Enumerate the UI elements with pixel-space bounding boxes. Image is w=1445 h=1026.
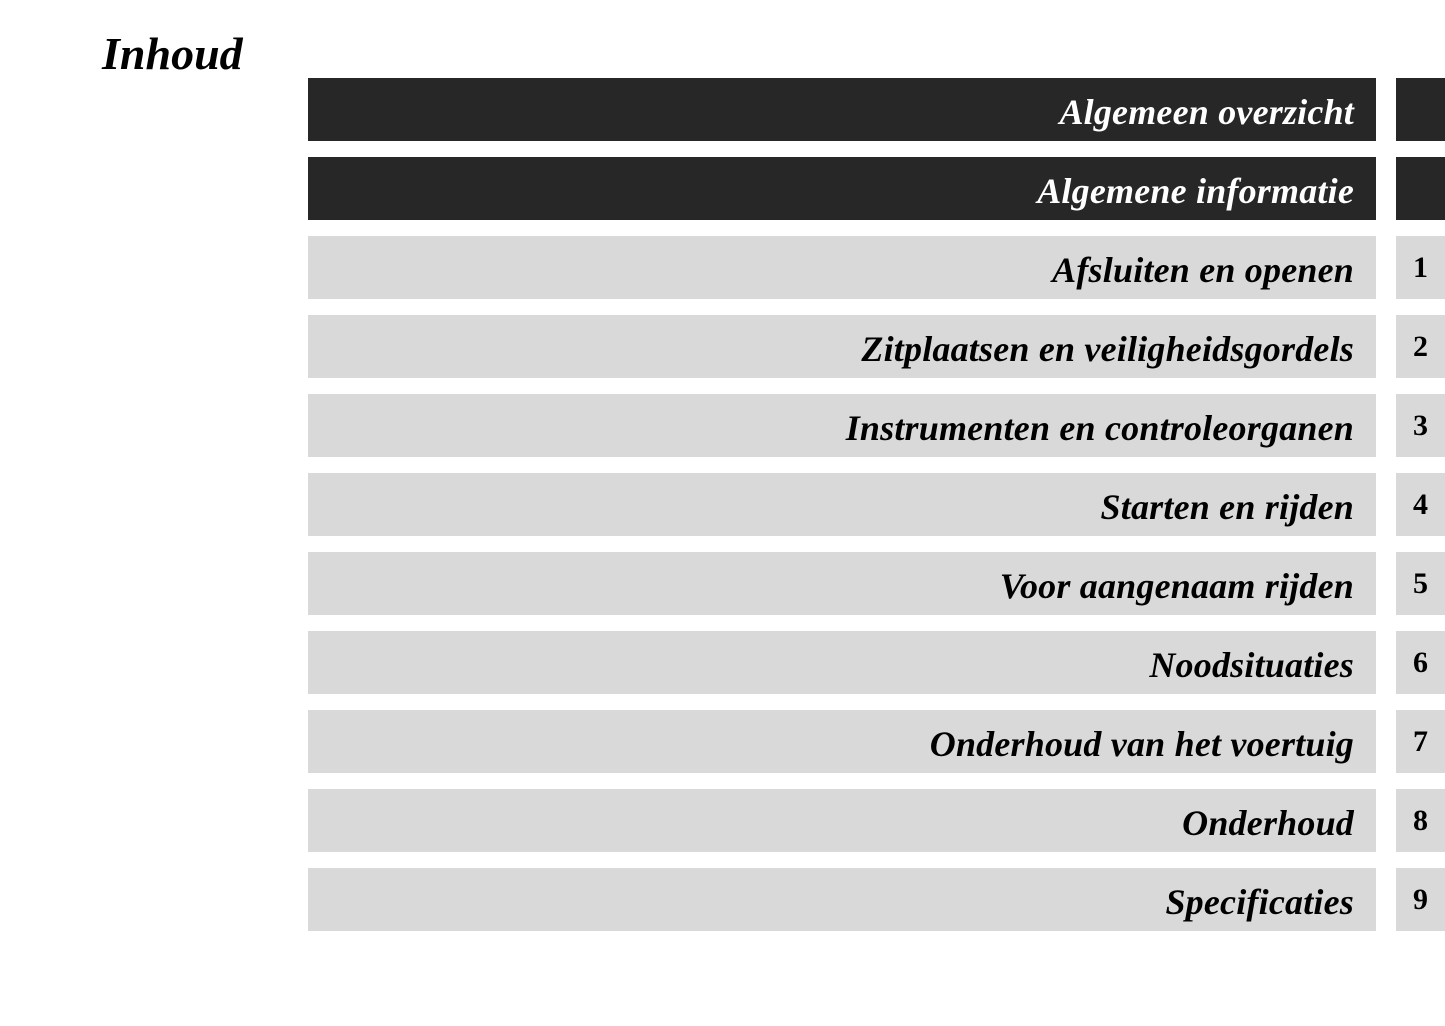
toc-entry-chapter-7 (308, 710, 1445, 773)
toc-tab-chapter-1[interactable] (1396, 236, 1445, 299)
toc-number: 6 (1413, 645, 1428, 679)
toc-label: Algemene informatie (1037, 170, 1354, 211)
table-of-contents (308, 78, 1445, 947)
toc-bar-chapter-5[interactable] (308, 552, 1376, 615)
toc-number: 8 (1413, 803, 1428, 837)
toc-number: 7 (1413, 724, 1428, 758)
toc-label: Specificaties (1165, 881, 1354, 922)
toc-bar-chapter-8[interactable] (308, 789, 1376, 852)
toc-bar-chapter-3[interactable] (308, 394, 1376, 457)
toc-tab-chapter-9[interactable] (1396, 868, 1445, 931)
toc-entry-algemeen-overzicht (308, 78, 1445, 141)
toc-entry-chapter-1 (308, 236, 1445, 299)
toc-entry-chapter-2 (308, 315, 1445, 378)
toc-entry-chapter-5 (308, 552, 1445, 615)
toc-bar-chapter-4[interactable] (308, 473, 1376, 536)
toc-bar-algemene-informatie[interactable] (308, 157, 1376, 220)
toc-number: 3 (1413, 408, 1428, 442)
toc-tab-chapter-7[interactable] (1396, 710, 1445, 773)
toc-tab-chapter-2[interactable] (1396, 315, 1445, 378)
toc-tab-chapter-4[interactable] (1396, 473, 1445, 536)
toc-tab-chapter-8[interactable] (1396, 789, 1445, 852)
toc-tab-chapter-3[interactable] (1396, 394, 1445, 457)
toc-label: Starten en rijden (1100, 486, 1354, 527)
toc-entry-chapter-8 (308, 789, 1445, 852)
toc-bar-chapter-1[interactable] (308, 236, 1376, 299)
toc-entry-chapter-3 (308, 394, 1445, 457)
toc-tab-algemeen-overzicht[interactable] (1396, 78, 1445, 141)
toc-tab-chapter-5[interactable] (1396, 552, 1445, 615)
toc-number: 2 (1413, 329, 1428, 363)
toc-label: Onderhoud (1182, 802, 1354, 843)
toc-bar-chapter-2[interactable] (308, 315, 1376, 378)
toc-label: Zitplaatsen en veiligheidsgordels (861, 328, 1354, 369)
toc-label: Noodsituaties (1149, 644, 1354, 685)
toc-entry-chapter-9 (308, 868, 1445, 931)
page-title: Inhoud (102, 28, 243, 79)
toc-bar-chapter-9[interactable] (308, 868, 1376, 931)
toc-number: 4 (1413, 487, 1428, 521)
toc-bar-chapter-7[interactable] (308, 710, 1376, 773)
toc-label: Voor aangenaam rijden (999, 565, 1354, 606)
toc-entry-chapter-4 (308, 473, 1445, 536)
toc-tab-algemene-informatie[interactable] (1396, 157, 1445, 220)
toc-bar-algemeen-overzicht[interactable] (308, 78, 1376, 141)
toc-tab-chapter-6[interactable] (1396, 631, 1445, 694)
toc-number: 9 (1413, 882, 1428, 916)
toc-label: Afsluiten en openen (1052, 249, 1354, 290)
toc-entry-algemene-informatie (308, 157, 1445, 220)
toc-bar-chapter-6[interactable] (308, 631, 1376, 694)
toc-number: 5 (1413, 566, 1428, 600)
toc-entry-chapter-6 (308, 631, 1445, 694)
toc-label: Onderhoud van het voertuig (929, 723, 1354, 764)
toc-label: Instrumenten en controleorganen (845, 407, 1354, 448)
toc-label: Algemeen overzicht (1059, 91, 1354, 132)
toc-number: 1 (1413, 250, 1428, 284)
